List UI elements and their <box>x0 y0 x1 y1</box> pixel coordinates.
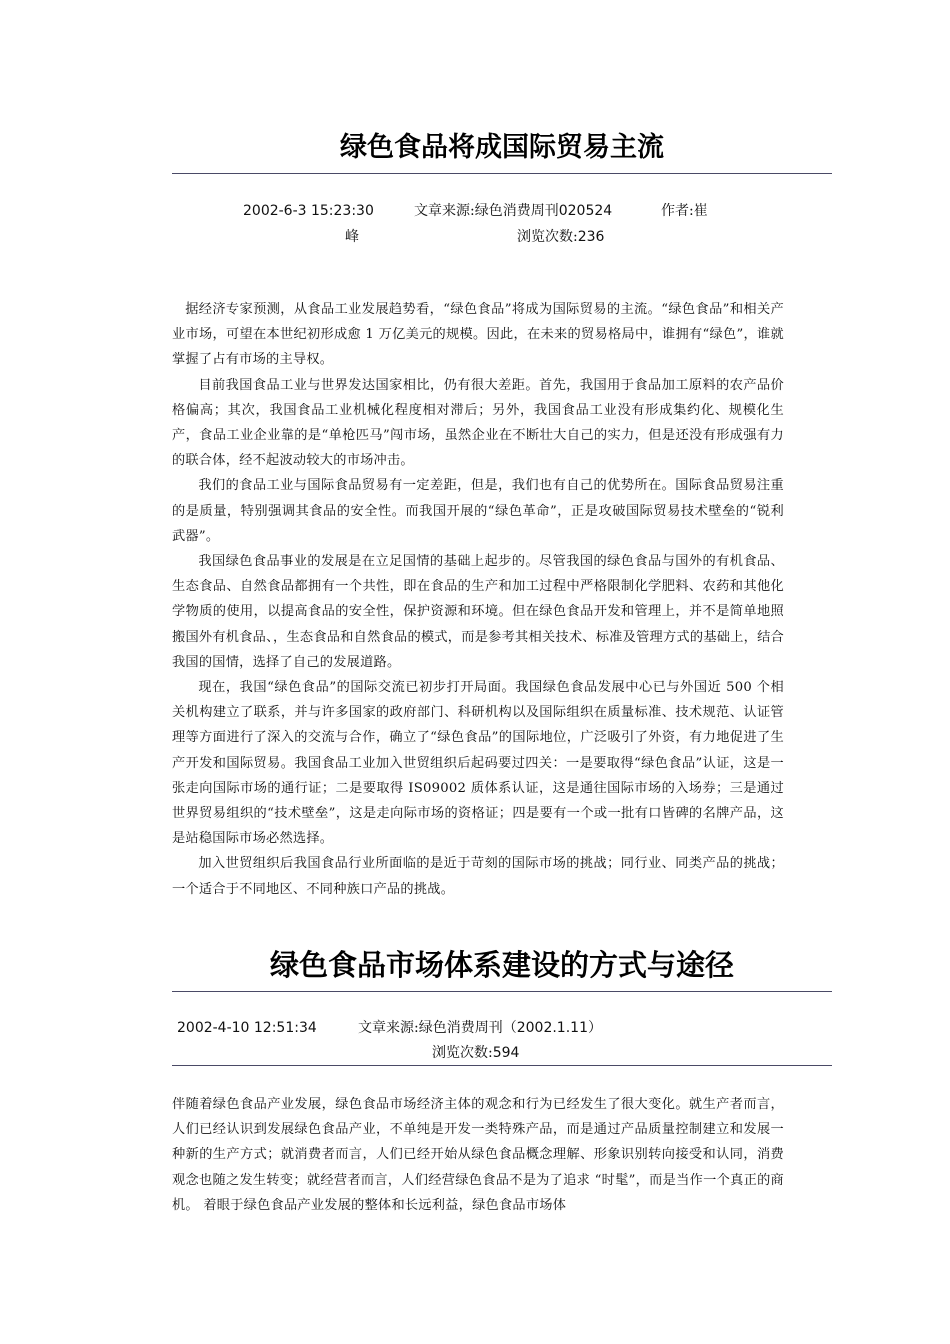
article2-source-name: 绿色消费周刊（ <box>418 1020 517 1036</box>
article1-paragraph: 我国绿色食品事业的发展是在立足国情的基础上起步的。尽管我国的绿色食品与国外的有机食品、生态食品、自然食品都拥有一个共性，即在食品的生产和加工过程中严格限制化学肥料、农药和其他化学物质的使用，以提高食品的安全性，保护资源和环境。但在绿色食品开发和管理上，并不是简单地照搬国外有机食品、，生态食品和自然食品的模式，而是参考其相关技术、标准及管理方式的基础上，结合我国的国情，选择了自己的发展道路。 <box>172 554 784 670</box>
article1-author <box>661 201 708 221</box>
article1-source-name: 绿色消费周刊 <box>474 203 559 219</box>
article1-date: 2002-6-3 15:23:30 <box>243 203 374 219</box>
article1-paragraph: 据经济专家预测，从食品工业发展趋势看，“绿色食品”将成为国际贸易的主流。“绿色食品”和相关产业市场，可望在本世纪初形成愈 1 万亿美元的规模。因此，在未来的贸易格局中，谁拥有“绿色”，谁就掌握了占有市场的主导权。 <box>172 302 784 368</box>
article2-source-label: 文章来源: <box>358 1020 419 1036</box>
article1-paragraph: 目前我国食品工业与世界发达国家相比，仍有很大差距。首先，我国用于食品加工原料的农产品价格偏高；其次，我国食品工业机械化程度相对滞后；另外，我国食品工业没有形成集约化、规模化生产，食品工业企业靠的是“单枪匹马”闯市场，虽然企业在不断壮大自己的实力，但是还没有形成强有力的联合体，经不起波动较大的市场冲击。 <box>172 377 784 469</box>
article1-paragraph: 加入世贸组织后我国食品行业所面临的是近于苛刻的国际市场的挑战；同行业、同类产品的挑战；一个适合于不同地区、不同种族口产品的挑战。 <box>172 856 784 897</box>
article1-source-label: 文章来源: <box>414 203 475 219</box>
article2-paragraph: 伴随着绿色食品产业发展，绿色食品市场经济主体的观念和行为已经发生了很大变化。就生产者而言，人们已经认识到发展绿色食品产业，不单纯是开发一类特殊产品，而是通过产品质量控制建立和发展一种新的生产方式；就消费者而言，人们已经开始从绿色食品概念理解、形象识别转向接受和认同，消费观念也随之发生转变；就经营者而言，人们经营绿色食品不是为了追求 “时髦”，而是当作一个真正的商机。 着眼于绿色食品产业发展的整体和长远利益，绿色食品市场体 <box>172 1097 784 1213</box>
article1-author-part2: 峰 <box>345 229 359 245</box>
article1-paragraph: 现在，我国“绿色食品”的国际交流已初步打开局面。我国绿色食品发展中心已与外国近 500 个相关机构建立了联系，并与许多国家的政府部门、科研机构以及国际组织在质量标准、技术规范、认证管理等方面进行了深入的交流与合作，确立了“绿色食品”的国际地位，广泛吸引了外资，有力地促进了生产开发和国际贸易。我国食品工业加入世贸组织后起码要过四关：一是要取得“绿色食品”认证，这是一张走向国际市场的通行证；二是要取得 IS09002 质体系认证，这是通往国际市场的入场券；三是通过世界贸易组织的“技术壁垒”，这是走向际市场的资格证；四是要有一个或一批有口皆碑的名牌产品，这是站稳国际市场必然选择。 <box>172 680 784 847</box>
article1-title-rule <box>172 173 832 174</box>
article1-views-label: 浏览次数: <box>517 229 578 245</box>
article1-author-cont <box>345 227 359 247</box>
article2-views-count: 594 <box>492 1045 520 1061</box>
article1-views-count: 236 <box>577 229 605 245</box>
article1-paragraph: 我们的食品工业与国际食品贸易有一定差距，但是，我们也有自己的优势所在。国际食品贸易注重的是质量，特别强调其食品的安全性。而我国开展的“绿色革命”，正是攻破国际贸易技术壁垒的“锐利武器”。 <box>172 478 784 544</box>
article1-views <box>517 227 604 247</box>
article2-title: 绿色食品市场体系建设的方式与途径 <box>269 948 734 982</box>
article1-title: 绿色食品将成国际贸易主流 <box>340 132 664 163</box>
article1-source <box>414 201 612 221</box>
article2-meta-rule <box>172 1065 832 1066</box>
article2-source <box>358 1018 602 1038</box>
article2-views <box>432 1043 519 1063</box>
article2-title-rule <box>172 991 832 992</box>
article1-body <box>172 297 784 902</box>
article2-date-wrap <box>177 1018 317 1038</box>
article2-body <box>172 1092 784 1218</box>
article1-author-label: 作者: <box>661 203 694 219</box>
article2-views-label: 浏览次数: <box>432 1045 493 1061</box>
article2-date: 2002-4-10 12:51:34 <box>177 1020 317 1036</box>
article1-author-part1: 崔 <box>693 203 708 219</box>
article2-source-close: ） <box>587 1020 602 1036</box>
article2-source-num: 2002.1.11 <box>516 1020 588 1036</box>
article1-source-code: 020524 <box>558 203 613 219</box>
article1-meta-line1 <box>243 201 374 221</box>
